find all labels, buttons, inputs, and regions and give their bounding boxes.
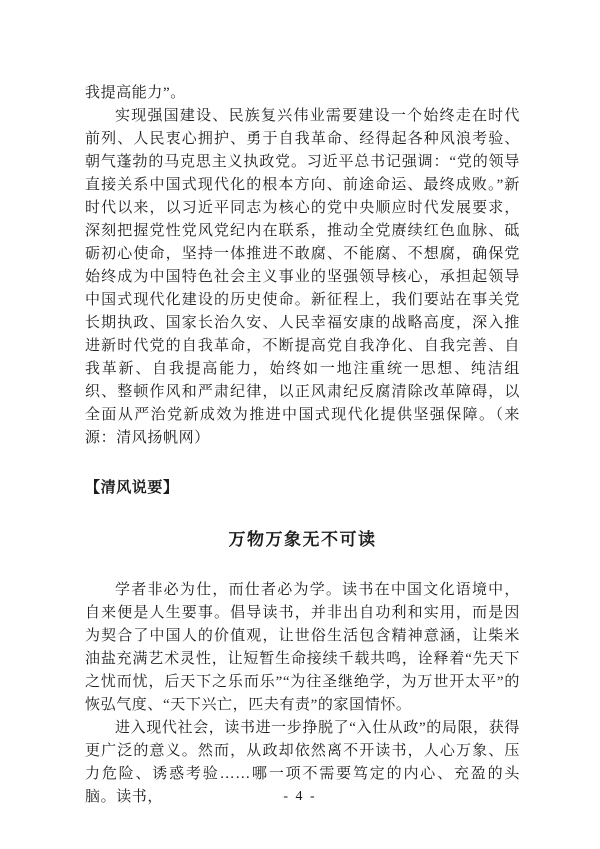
page-number: - 4 -: [283, 789, 317, 804]
paragraph-reading-modern: 进入现代社会，读书进一步挣脱了“入仕从政”的局限，获得更广泛的意义。然而，从政却依然离不开读书，人心万象、压力危险、诱惑考验……哪一项不需要笃定的内心、充盈的头脑。读书，: [85, 720, 520, 805]
paragraph-party-building: 实现强国建设、民族复兴伟业需要建设一个始终走在时代前列、人民衷心拥护、勇于自我革命、经得起各种风浪考验、朝气蓬勃的马克思主义执政党。习近平总书记强调：“党的领导直接关系中国式现代化的根本方向、前途命运、最终成败。”新时代以来，以习近平同志为核心的党中央顺应时代发展要求，深刻把握党性党风党纪内在联系，推动全党赓续红色血脉、砥砺初心使命，坚持一体推进不敢腐、不能腐、不想腐，确保党始终成为中国特色社会主义事业的坚强领导核心，承担起领导中国式现代化建设的历史使命。新征程上，我们要站在事关党长期执政、国家长治久安、人民幸福安康的战略高度，深入推进新时代党的自我革命，不断提高党自我净化、自我完善、自我革新、自我提高能力，始终如一地注重统一思想、纯洁组织、整顿作风和严肃纪律，以正风肃纪反腐清除改革障碍，以全面从严治党新成效为推进中国式现代化提供坚强保障。（来源：清风扬帆网）: [85, 108, 520, 446]
section-heading: 【清风说要】: [85, 480, 179, 496]
article-title: 万物万象无不可读: [228, 530, 377, 549]
paragraph-continuation: 我提高能力”。: [85, 85, 186, 101]
paragraph-reading-tradition: 学者非必为仕，而仕者必为学。读书在中国文化语境中，自来便是人生要事。倡导读书，并非出自功利和实用，而是因为契合了中国人的价值观，让世俗生活包含精神意涵，让柴米油盐充满艺术灵性，让短暂生命接续千载共鸣，诠释着“先天下之忧而忧，后天下之乐而乐”“为往圣继绝学，为万世开太平”的恢弘气度、“天下兴亡，匹夫有责”的家国情怀。: [85, 582, 520, 713]
